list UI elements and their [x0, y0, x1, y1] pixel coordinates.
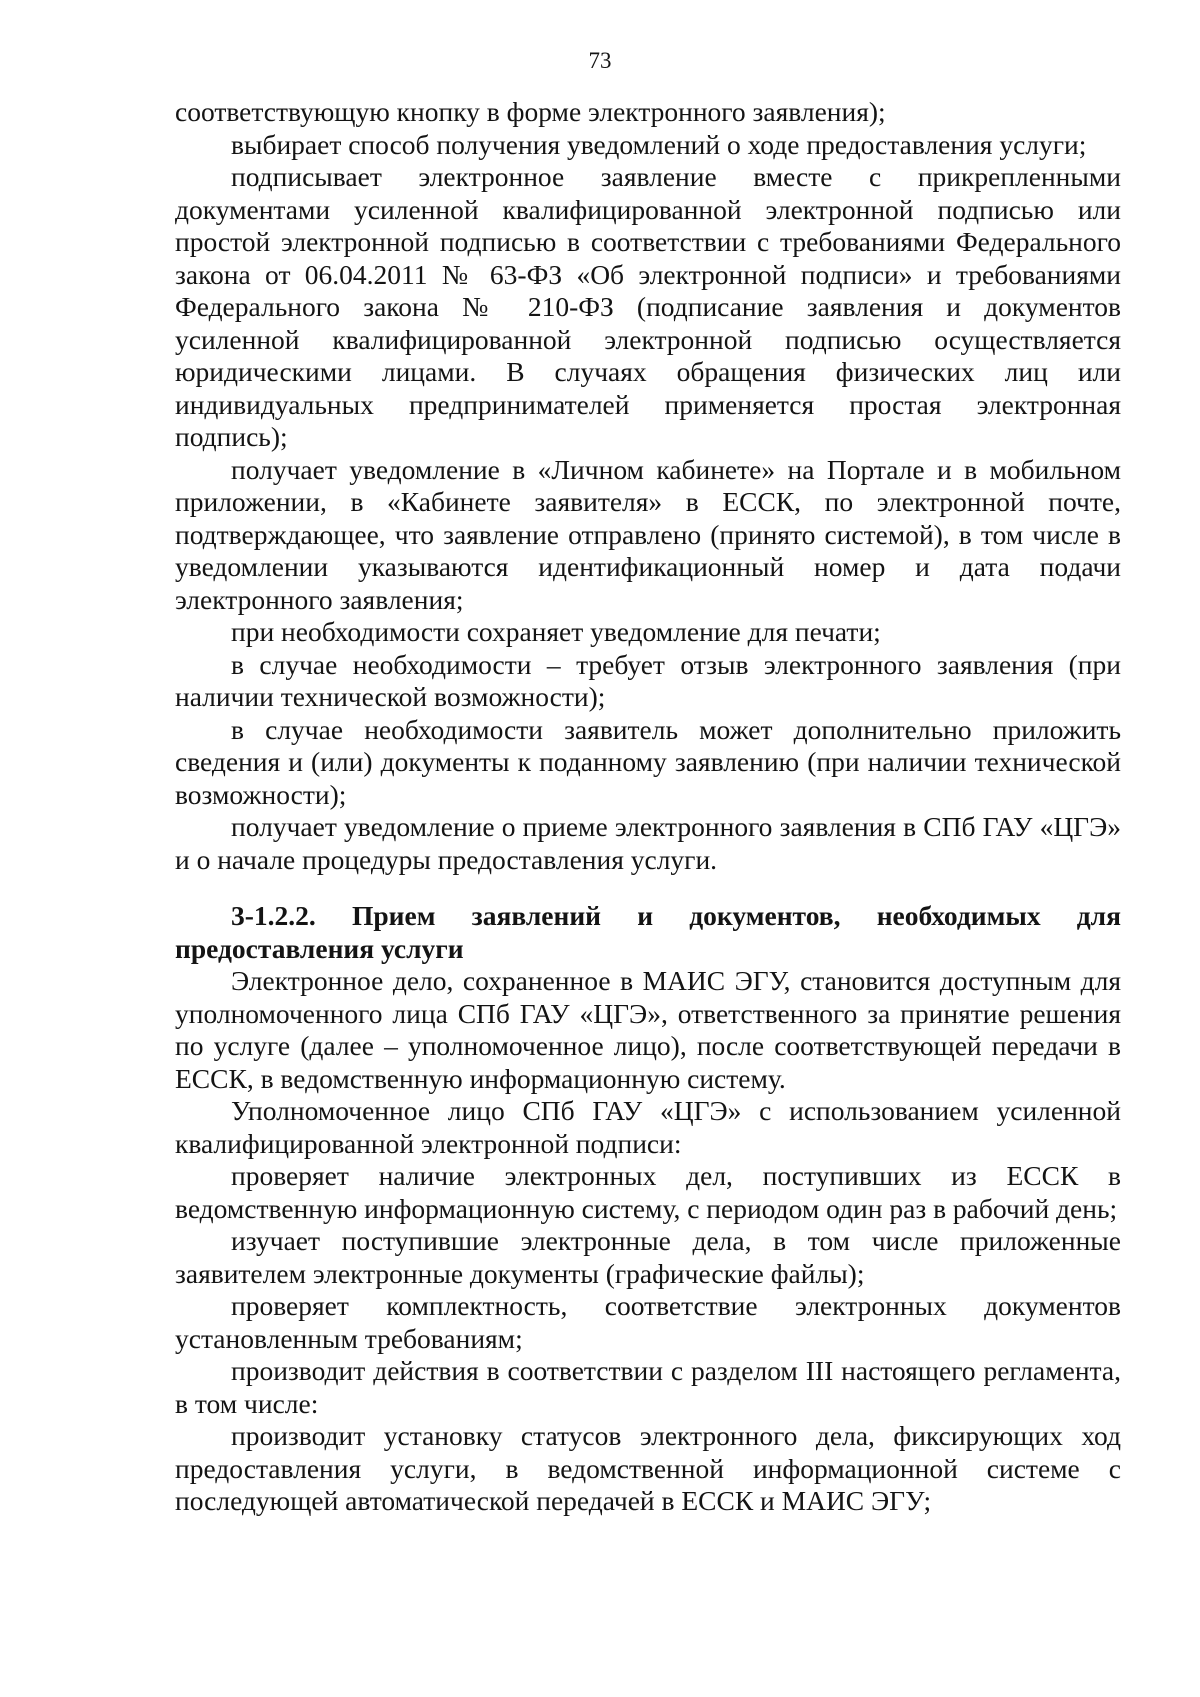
paragraph-electronic-case: Электронное дело, сохраненное в МАИС ЭГУ, становится доступным для уполномоченного лица СПб ГАУ «ЦГЭ», ответственного за принятие решения по услуге (далее – уполномоченное лицо), после соответствующей передачи в ЕССК, в ведомственную информационную систему. [175, 965, 1121, 1094]
paragraph-save-notification: при необходимости сохраняет уведомление для печати; [231, 616, 881, 647]
paragraph-continuation: соответствующую кнопку в форме электронного заявления); [175, 96, 886, 127]
document-body [175, 96, 1121, 1518]
paragraph-acceptance-notice: получает уведомление о приеме электронного заявления в СПб ГАУ «ЦГЭ» и о начале процедуры предоставления услуги. [175, 811, 1121, 875]
paragraph-performs-actions: производит действия в соответствии с разделом III настоящего регламента, в том числе: [175, 1355, 1121, 1419]
paragraph-withdrawal: в случае необходимости – требует отзыв электронного заявления (при наличии технической возможности); [175, 648, 1121, 712]
paragraph-checks-cases: проверяет наличие электронных дел, поступивших из ЕССК в ведомственную информационную систему, с периодом один раз в рабочий день; [175, 1160, 1121, 1224]
paragraph-sets-statuses: производит установку статусов электронного дела, фиксирующих ход предоставления услуги, в ведомственной информационной системе с последующей автоматической передачей в ЕССК и МАИС ЭГУ; [175, 1420, 1121, 1516]
page-number: 73 [588, 48, 612, 73]
paragraph-signing: подписывает электронное заявление вместе с прикрепленными документами усиленной квалифицированной электронной подписью или простой электронной подписью в соответствии с требованиями Федерального закона от 06.04.2011 № 63-ФЗ «Об электронной подписи» и требованиями Федерального закона № 210-ФЗ (подписание заявления и документов усиленной квалифицированной электронной подписью осуществляется юридическими лицами. В случаях обращения физических лиц или индивидуальных предпринимателей применяется простая электронная подпись); [175, 161, 1121, 452]
paragraph-studies-cases: изучает поступившие электронные дела, в том числе приложенные заявителем электронные документы (графические файлы); [175, 1225, 1121, 1289]
paragraph-notification-method: выбирает способ получения уведомлений о ходе предоставления услуги; [231, 128, 1087, 160]
paragraph-checks-completeness: проверяет комплектность, соответствие электронных документов установленным требованиям; [175, 1290, 1121, 1354]
paragraph-authorized-person: Уполномоченное лицо СПб ГАУ «ЦГЭ» с использованием усиленной квалифицированной электронной подписи: [175, 1095, 1121, 1159]
paragraph-receives-notification: получает уведомление в «Личном кабинете» на Портале и в мобильном приложении, в «Кабинете заявителя» в ЕССК, по электронной почте, подтверждающее, что заявление отправлено (принято системой), в том числе в уведомлении указываются идентификационный номер и дата подачи электронного заявления; [175, 453, 1121, 615]
section-heading: 3-1.2.2. Прием заявлений и документов, необходимых для предоставления услуги [175, 900, 1121, 964]
paragraph-additional-documents: в случае необходимости заявитель может дополнительно приложить сведения и (или) документы к поданному заявлению (при наличии технической возможности); [175, 713, 1121, 810]
